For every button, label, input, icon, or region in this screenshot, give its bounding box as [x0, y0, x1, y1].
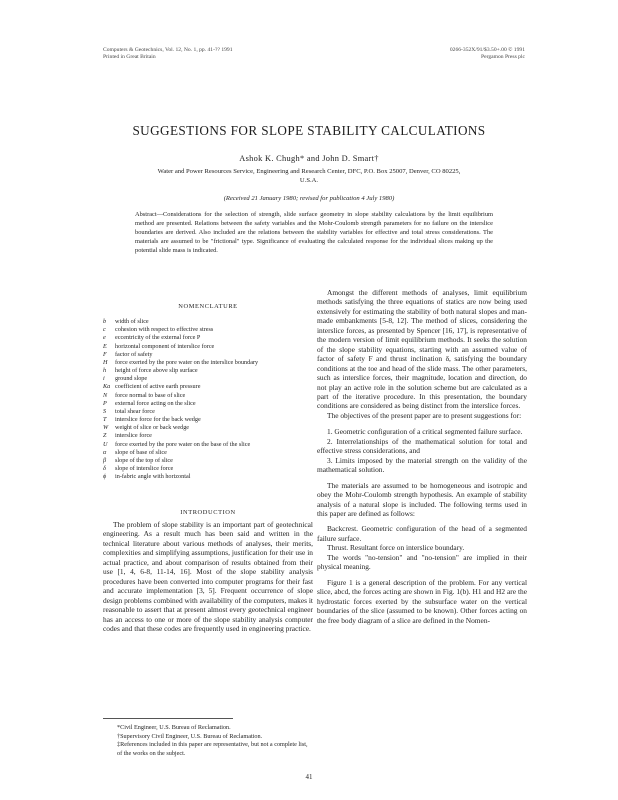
nomenclature-definition: slope of the top of slice — [115, 456, 173, 464]
nomenclature-list — [103, 318, 313, 481]
nomenclature-symbol: P — [103, 399, 107, 407]
nomenclature-definition: width of slice — [115, 318, 149, 326]
nomenclature-section — [103, 303, 313, 481]
nomenclature-definition: in-fabric angle with horizontal — [115, 473, 191, 481]
nomenclature-row — [103, 334, 313, 342]
nomenclature-row — [103, 465, 313, 473]
nomenclature-row — [103, 326, 313, 334]
nomenclature-row — [103, 359, 313, 367]
nomenclature-row — [103, 367, 313, 375]
nomenclature-definition: coefficient of active earth pressure — [115, 383, 201, 391]
journal-line: Computers & Geotechnics, Vol. 12, No. 1, pp. 41-?? 1991 — [103, 47, 233, 53]
objectives-paragraph: The objectives of the present paper are to present suggestions for: — [327, 410, 522, 420]
introduction-section — [103, 509, 313, 633]
nomenclature-row — [103, 400, 313, 408]
publisher-info — [450, 47, 525, 61]
nomenclature-symbol: T — [103, 416, 107, 424]
nomenclature-row — [103, 441, 313, 449]
nomenclature-symbol: h — [103, 367, 107, 375]
nomenclature-symbol: S — [103, 407, 107, 415]
nomenclature-definition: total shear force — [115, 407, 155, 415]
nomenclature-definition: slope of interslice force — [115, 464, 174, 472]
nomenclature-symbol: H — [103, 358, 108, 366]
nomenclature-definition: height of force above slip surface — [115, 367, 198, 375]
nomenclature-row — [103, 318, 313, 326]
nomenclature-definition: force normal to base of slice — [115, 391, 186, 399]
nomenclature-heading: NOMENCLATURE — [178, 303, 238, 310]
nomenclature-symbol: Z — [103, 432, 107, 440]
nomenclature-definition: force exerted by the pore water on the base of the slice — [115, 440, 251, 448]
nomenclature-row — [103, 351, 313, 359]
nomenclature-symbol: β — [103, 456, 107, 464]
nomenclature-row — [103, 449, 313, 457]
figure-description-paragraph: Figure 1 is a general description of the problem. For any vertical slice, abcd, the forces acting are shown in Fig. 1(b). H1 and H2 are the hydrostatic forces exerted by the subsurface water on the vertical boundaries of the slice (assumed to be known). Other forces acting on the free body diagram of a slice are defined in the Nomen- — [317, 577, 527, 625]
nomenclature-definition: interslice force for the back wedge — [115, 416, 201, 424]
footnotes — [103, 718, 313, 758]
nomenclature-symbol: F — [103, 350, 107, 358]
nomenclature-row — [103, 343, 313, 351]
issn-line: 0266-352X/91/$3.50+.00 © 1991 — [449, 47, 525, 53]
nomenclature-definition: slope of base of slice — [115, 448, 167, 456]
footnote-1: *Civil Engineer, U.S. Bureau of Reclamation. — [117, 724, 231, 731]
abstract: Abstract—Considerations for the selection of strength, slide surface geometry in slope stability calculations by the limit equilibrium method are presented. Relations between the safety variables and the Mohr-Coulomb strength parameters for no failure on the interslice boundaries are derived. Also included are the relations between the stability variables for effective and total stress considerations. The materials are assumed to be "frictional" type. Significance of evaluating the calculated response for the individual slices making up the potential slide mass is indicated. — [135, 211, 493, 254]
right-column — [317, 288, 527, 625]
page-number: 41 — [305, 773, 313, 781]
footnote-rule — [103, 718, 233, 719]
nomenclature-definition: weight of slice or back wedge — [115, 424, 190, 432]
definition-backcrest: Backcrest. Geometric configuration of the head of a segmented failure surface. — [317, 524, 527, 543]
methods-paragraph: Amongst the different methods of analyses, limit equilibrium methods satisfying the three equations of statics are now being used extensively for estimating the stability of both natural slopes and man-made embankments [5-8, 12]. The method of slices, considering the interslice forces, as presented by Spencer [16, 17], is representative of the modern version of limit equilibrium methods. It seeks the solution of the slope stability equations, starting with an assumed value of factor of safety F and thrust inclination δ, satisfying the boundary conditions at the toe and head of the slide mass. The other parameters, such as interslice forces, their magnitude, location and direction, do not play an active role in the solution scheme but are calculated as a part of the iterative procedure. In this presentation, the boundary conditions are considered as being distinct from the interslice forces. — [317, 288, 527, 411]
nomenclature-row — [103, 375, 313, 383]
introduction-heading: INTRODUCTION — [180, 509, 236, 516]
objective-item-3: 3. Limits imposed by the material strength on the validity of the mathematical solution. — [317, 455, 527, 475]
printed-line: Printed in Great Britain — [103, 54, 156, 60]
objective-item-2: 2. Interrelationships of the mathematical solution for total and effective stress considerations, and — [317, 436, 527, 456]
author-affiliation: Water and Power Resources Service, Engineering and Research Center, DFC, P.O. Box 25007, Denver, CO 80225, U.S.A. — [157, 168, 461, 184]
nomenclature-definition: external force acting on the slice — [115, 399, 196, 407]
nomenclature-symbol: b — [103, 318, 107, 326]
nomenclature-symbol: δ — [103, 464, 106, 472]
definition-note: The words "no-tension" and "no-tension" are implied in their physical meaning. — [317, 552, 527, 572]
nomenclature-definition: ground slope — [115, 375, 148, 383]
nomenclature-row — [103, 432, 313, 440]
nomenclature-symbol: ϕ — [103, 473, 107, 481]
nomenclature-row — [103, 457, 313, 465]
footnote-3: ‡References included in this paper are representative, but not a complete list, of the works on the subject. — [117, 741, 308, 757]
nomenclature-symbol: U — [103, 440, 108, 448]
nomenclature-row — [103, 392, 313, 400]
objective-item-1: 1. Geometric configuration of a critical segmented failure surface. — [327, 427, 523, 437]
publisher-line: Pergamon Press plc — [480, 54, 525, 60]
paper-title: SUGGESTIONS FOR SLOPE STABILITY CALCULATIONS — [132, 123, 486, 138]
nomenclature-definition: cohesion with respect to effective stress — [115, 326, 214, 334]
nomenclature-row — [103, 416, 313, 424]
nomenclature-definition: interslice force — [115, 432, 152, 440]
footnote-2: †Supervisory Civil Engineer, U.S. Bureau of Reclamation. — [117, 732, 263, 740]
nomenclature-row — [103, 424, 313, 432]
nomenclature-symbol: e — [103, 334, 106, 342]
nomenclature-definition: force exerted by the pore water on the interslice boundary — [115, 358, 259, 366]
nomenclature-row — [103, 473, 313, 481]
nomenclature-symbol: i — [103, 375, 105, 383]
nomenclature-symbol: Ka — [103, 383, 111, 391]
nomenclature-symbol: E — [103, 342, 107, 350]
definition-thrust: Thrust. Resultant force on interslice boundary. — [327, 543, 465, 553]
paper-authors: Ashok K. Chugh* and John D. Smart† — [239, 154, 379, 163]
nomenclature-definition: eccentricity of the external force P — [115, 334, 201, 342]
journal-citation — [103, 47, 233, 61]
nomenclature-symbol: c — [103, 326, 106, 334]
nomenclature-row — [103, 383, 313, 391]
nomenclature-symbol: N — [103, 391, 108, 399]
introduction-paragraph: The problem of slope stability is an important part of geotechnical engineering. As a result much has been said and written in the technical literature about various methods of analyses, their merits, complexities and simplifying assumptions, justification for their use in actual practice, and about comparison of results obtained from their use [1, 4, 6-8, 11-14, 16]. Most of the slope stability analysis procedures have been converted into computer programs for their fast and accurate implementation [3, 5]. Frequent occurrence of slope design problems combined with availability of the computers, makes it reasonable to assert that at present almost every geotechnical engineer has an access to one or more of the slope stability analysis computer codes and that these codes are frequently used in engineering practice. — [103, 520, 313, 633]
nomenclature-definition: factor of safety — [115, 350, 153, 358]
nomenclature-symbol: W — [103, 424, 109, 432]
materials-paragraph: The materials are assumed to be homogeneous and isotropic and obey the Mohr-Coulomb strength hypothesis. An example of stability analysis of a natural slope is included. The following terms used in this paper are defined as follows: — [317, 480, 527, 518]
nomenclature-definition: horizontal component of interslice force — [115, 342, 215, 350]
received-date: (Received 21 January 1980; revised for publication 4 July 1980) — [223, 195, 395, 202]
nomenclature-symbol: α — [103, 448, 107, 456]
nomenclature-row — [103, 408, 313, 416]
